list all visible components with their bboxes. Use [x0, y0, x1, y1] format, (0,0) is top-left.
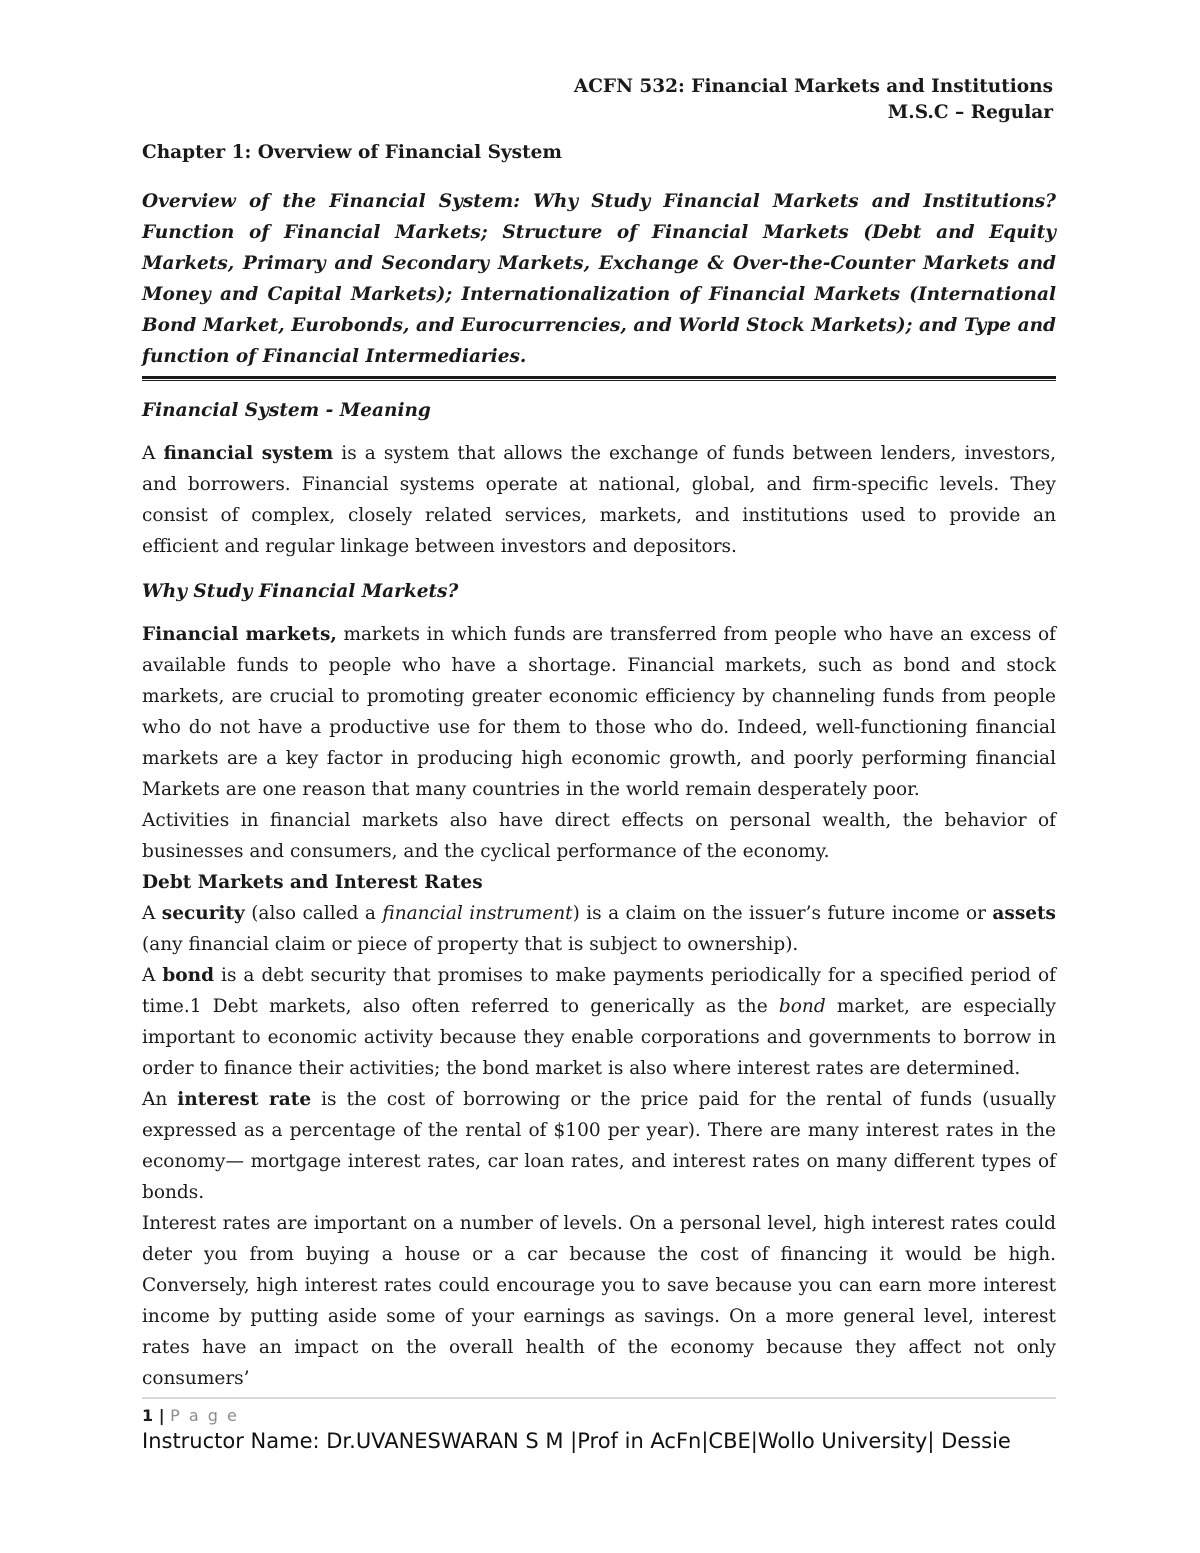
page-header — [574, 74, 1053, 126]
instructor-name: Instructor Name: Dr.UVANESWARAN S M |Prof in AcFn|CBE|Wollo University| Dessie — [142, 1429, 1011, 1453]
paragraph-security — [142, 898, 1056, 960]
paragraph-financial-markets — [142, 619, 1056, 805]
bold-term: assets — [992, 903, 1056, 924]
text-run: A — [142, 443, 164, 464]
bold-term: Financial markets, — [142, 624, 337, 645]
page-separator: | — [153, 1406, 171, 1425]
paragraph-interest-rate — [142, 1084, 1056, 1208]
text-run: (also called a — [244, 903, 383, 924]
text-run: A — [142, 965, 163, 986]
text-run: A — [142, 903, 162, 924]
italic-term: financial instrument — [382, 903, 573, 924]
text-run: is a system that allows the exchange of funds between lenders, investors, and borrowers. Financial systems operate at national, global, and firm-specific levels. They consist of complex, closely related services, markets, and institutions used to provide an efficient and regular linkage between investors and depositors. — [142, 443, 1056, 557]
paragraph-activities: Activities in financial markets also have direct effects on personal wealth, the behavior of businesses and consumers, and the cyclical performance of the economy. — [142, 810, 1056, 862]
text-run: is a debt security that promises to make payments periodically for a specified period of time.1 Debt markets, also often referred to generically as the — [142, 965, 1056, 1017]
document-body — [142, 140, 1056, 1394]
divider-thick — [142, 376, 1056, 379]
text-run: is the cost of borrowing or the price paid for the rental of funds (usually expressed as a percentage of the rental of $100 per year). There are many interest rates in the economy— mortgage interest rates, car loan rates, and interest rates on many different types of bonds. — [142, 1089, 1056, 1203]
chapter-overview: Overview of the Financial System: Why Study Financial Markets and Institutions? Function of Financial Markets; Structure of Financial Markets (Debt and Equity Markets, Primary and Secondary Markets, Exchange & Over-the-Counter Markets and Money and Capital Markets); Internationalization of Financial Markets (International Bond Market, Eurobonds, and Eurocurrencies, and World Stock Markets); and Type and function of Financial Intermediaries. — [142, 191, 1056, 367]
page-number: 1 — [142, 1406, 154, 1425]
page-footer — [142, 1405, 1072, 1455]
paragraph-financial-system — [142, 438, 1056, 562]
course-title: ACFN 532: Financial Markets and Institutions — [573, 76, 1053, 97]
italic-term: bond — [778, 996, 826, 1017]
footer-divider — [142, 1397, 1056, 1399]
text-run: (any financial claim or piece of property that is subject to ownership). — [142, 934, 799, 955]
bold-term: bond — [162, 965, 215, 986]
chapter-title: Chapter 1: Overview of Financial System — [142, 142, 562, 163]
text-run: ) is a claim on the issuer’s future income or — [572, 903, 993, 924]
section-heading-why-study: Why Study Financial Markets? — [142, 581, 459, 602]
text-run: markets in which funds are transferred from people who have an excess of available funds to people who have a shortage. Financial markets, such as bond and stock markets, are crucial to promoting greater economic efficiency by channeling funds from people who do not have a productive use for them to those who do. Indeed, well-functioning financial markets are a key factor in producing high economic growth, and poorly performing financial Markets are one reason that many countries in the world remain desperately poor. — [142, 624, 1056, 800]
paragraph-bond — [142, 960, 1056, 1084]
page-number-line — [142, 1405, 1072, 1427]
section-heading-debt-markets: Debt Markets and Interest Rates — [142, 872, 483, 893]
section-heading-financial-system: Financial System - Meaning — [142, 400, 431, 421]
text-run: market, are especially important to economic activity because they enable corporations and governments to borrow in order to finance their activities; the bond market is also where interest rates are determined. — [142, 996, 1056, 1079]
bold-term: financial system — [163, 443, 334, 464]
divider-thin — [142, 380, 1056, 381]
paragraph-interest-levels: Interest rates are important on a number of levels. On a personal level, high interest rates could deter you from buying a house or a car because the cost of financing it would be high. Conversely, high interest rates could encourage you to save because you can earn more interest income by putting aside some of your earnings as savings. On a more general level, interest rates have an impact on the overall health of the economy because they affect not only consumers’ — [142, 1213, 1056, 1389]
bold-term: interest rate — [177, 1089, 312, 1110]
bold-term: security — [161, 903, 245, 924]
program-label: M.S.C – Regular — [887, 102, 1053, 123]
page-label: P a g e — [170, 1406, 239, 1425]
text-run: An — [142, 1089, 178, 1110]
